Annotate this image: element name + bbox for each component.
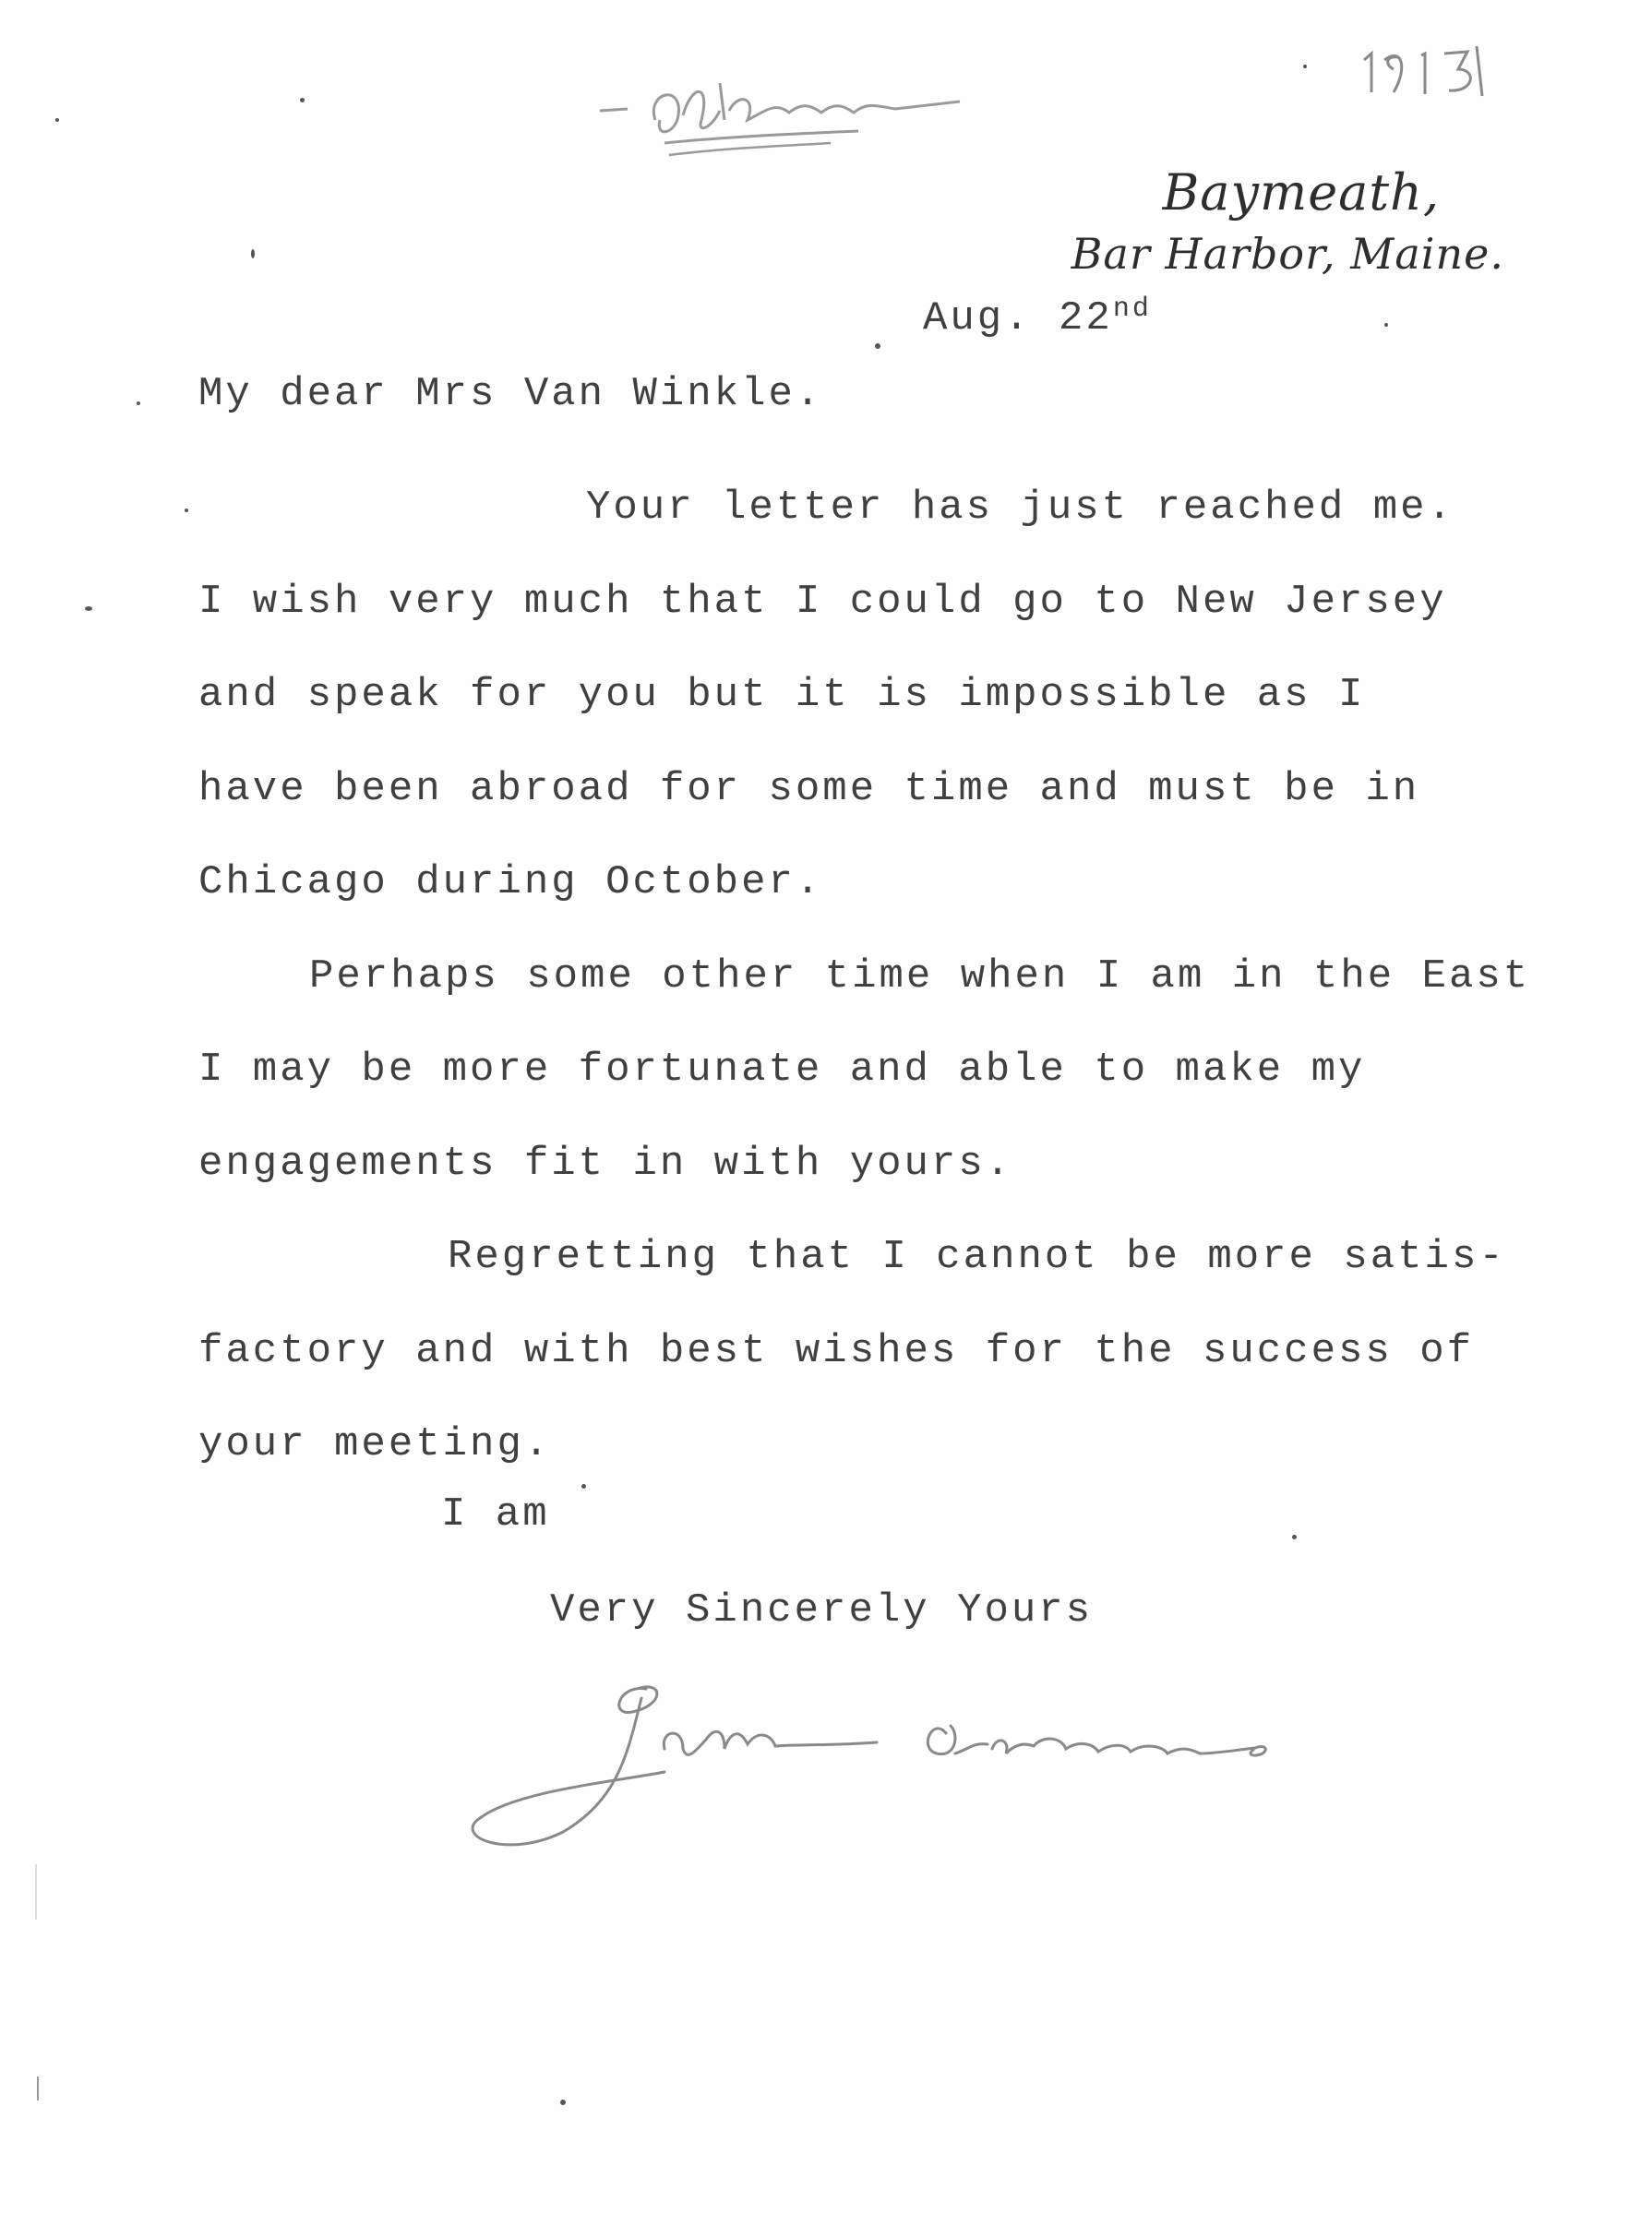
- salutation: My dear Mrs Van Winkle.: [198, 371, 823, 417]
- letterhead-name: Baymeath,: [1162, 163, 1440, 221]
- body-line: and speak for you but it is impossible as I: [198, 672, 1366, 718]
- date-suffix: nd: [1112, 293, 1152, 325]
- paper-speck: [560, 2100, 566, 2105]
- letterhead-place: Bar Harbor, Maine.: [1071, 229, 1504, 279]
- letterhead: [1071, 162, 1504, 284]
- body-line: have been abroad for some time and must be in: [198, 765, 1420, 812]
- paper-speck: [300, 98, 305, 102]
- paper-speck: [1303, 65, 1307, 68]
- edge-mark: [35, 1864, 37, 1920]
- paper-speck: [137, 401, 140, 405]
- paper-speck: [251, 249, 255, 258]
- pencil-annotation: [591, 55, 978, 166]
- paper-speck: [85, 606, 92, 611]
- body-line: Perhaps some other time when I am in the East: [309, 952, 1531, 999]
- paper-speck: [55, 118, 59, 122]
- archive-number-mark: [1357, 18, 1495, 102]
- signature: [452, 1661, 1449, 1855]
- body-line: I may be more fortunate and able to make my: [198, 1047, 1366, 1093]
- letter-date: [923, 293, 1152, 341]
- closing-i-am: I am: [441, 1491, 550, 1538]
- body-line: engagements fit in with yours.: [198, 1140, 1013, 1187]
- paper-speck: [1292, 1535, 1297, 1539]
- letter-body: [198, 461, 1601, 1492]
- edge-mark: [37, 2076, 39, 2100]
- paper-speck: [875, 343, 880, 349]
- paper-speck: [581, 1484, 586, 1489]
- paper-speck: [1384, 323, 1388, 327]
- date-text: Aug. 22: [923, 295, 1113, 341]
- body-line: Your letter has just reached me.: [586, 485, 1454, 531]
- body-line: Regretting that I cannot be more satis-: [448, 1234, 1506, 1280]
- closing-valediction: Very Sincerely Yours: [550, 1587, 1094, 1634]
- paper-speck: [185, 509, 188, 512]
- body-line: your meeting.: [198, 1421, 552, 1467]
- body-line: I wish very much that I could go to New Jersey: [198, 578, 1447, 625]
- body-line: factory and with best wishes for the success of: [198, 1327, 1475, 1374]
- body-line: Chicago during October.: [198, 859, 823, 905]
